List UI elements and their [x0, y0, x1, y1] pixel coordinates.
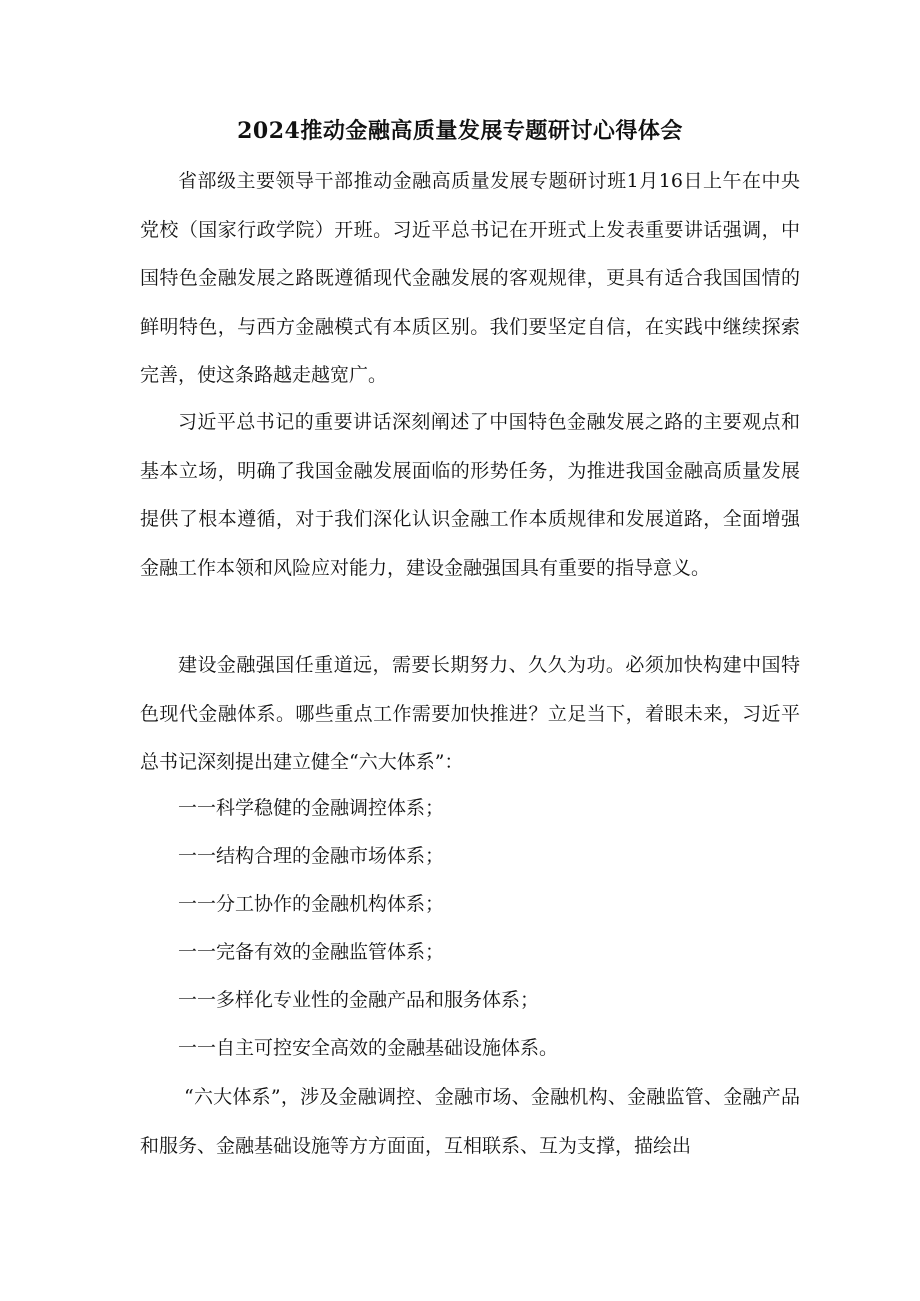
list-item-6: 一一自主可控安全高效的金融基础设施体系。	[178, 1037, 559, 1059]
closing-paragraph: “六大体系”，涉及金融调控、金融市场、金融机构、金融监管、金融产品和服务、金融基础设施等方方面面，互相联系、互为支撑，描绘出	[140, 1086, 800, 1157]
paragraph-1: 省部级主要领导干部推动金融高质量发展专题研讨班1月16日上午在中央党校（国家行政学院）开班。习近平总书记在开班式上发表重要讲话强调，中国特色金融发展之路既遵循现代金融发展的客观规律，更具有适合我国国情的鲜明特色，与西方金融模式有本质区别。我们要坚定自信，在实践中继续探索完善，使这条路越走越宽广。	[140, 170, 800, 387]
document-title: 2024推动金融高质量发展专题研讨心得体会	[237, 118, 683, 144]
list-item-4: 一一完备有效的金融监管体系；	[178, 941, 445, 963]
paragraph-2: 习近平总书记的重要讲话深刻阐述了中国特色金融发展之路的主要观点和基本立场，明确了我国金融发展面临的形势任务，为推进我国金融高质量发展提供了根本遵循，对于我们深化认识金融工作本质规律和发展道路，全面增强金融工作本领和风险应对能力，建设金融强国具有重要的指导意义。	[140, 411, 800, 579]
list-item-3: 一一分工协作的金融机构体系；	[178, 893, 445, 915]
list-item-5: 一一多样化专业性的金融产品和服务体系；	[178, 989, 540, 1011]
list-item-2: 一一结构合理的金融市场体系；	[178, 845, 445, 867]
list-item-1: 一一科学稳健的金融调控体系；	[178, 797, 445, 819]
paragraph-3: 建设金融强国任重道远，需要长期努力、久久为功。必须加快构建中国特色现代金融体系。哪些重点工作需要加快推进？立足当下，着眼未来，习近平总书记深刻提出建立健全“六大体系”：	[140, 654, 800, 774]
